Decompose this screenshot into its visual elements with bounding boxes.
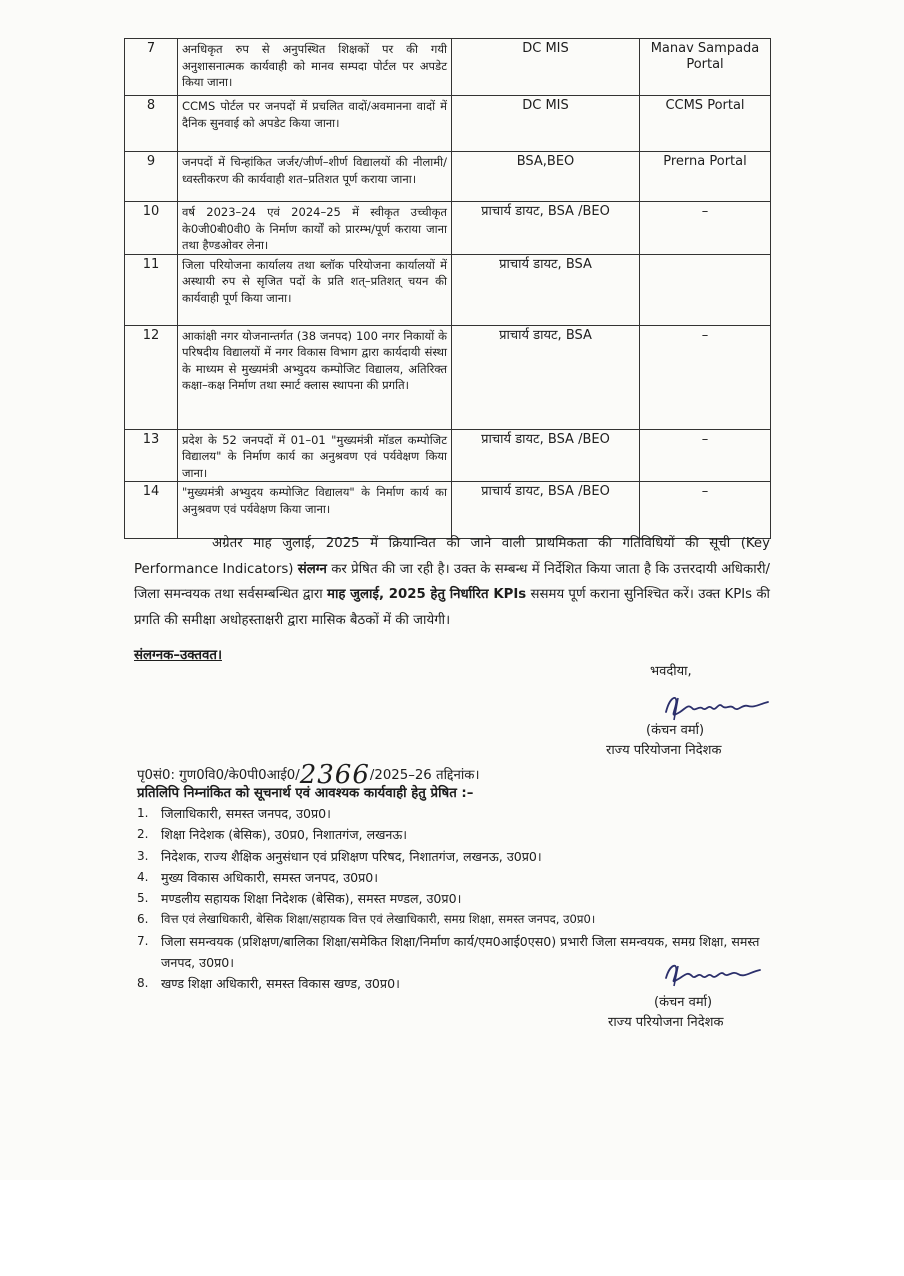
table-row xyxy=(125,202,771,255)
portal-cell: CCMS Portal xyxy=(640,96,771,152)
table-row xyxy=(125,325,771,429)
list-item xyxy=(137,824,787,845)
list-item-text: खण्ड शिक्षा अधिकारी, समस्त विकास खण्ड, उ0प्र0। xyxy=(161,976,400,992)
list-item-number: 2. xyxy=(137,827,149,842)
list-item-text: शिक्षा निदेशक (बेसिक), उ0प्र0, निशातगंज, लखनऊ। xyxy=(161,827,408,843)
list-item-text: वित्त एवं लेखाधिकारी, बेसिक शिक्षा/सहायक वित्त एवं लेखाधिकारी, समग्र शिक्षा, समस्त जनपद, उ0प्र0। xyxy=(161,912,596,927)
list-item-number: 5. xyxy=(137,891,149,906)
portal-cell: – xyxy=(640,429,771,482)
signatory-name: (कंचन वर्मा) xyxy=(646,723,705,738)
paragraph-bold-enclosed: संलग्न xyxy=(297,561,327,577)
activity-cell: अनधिकृत रुप से अनुपस्थित शिक्षकों पर की गयी अनुशासनात्मक कार्यवाही को मानव सम्पदा पोर्टल पर अपडेट किया जाना। xyxy=(178,39,452,96)
row-number: 8 xyxy=(125,96,178,152)
row-number: 10 xyxy=(125,202,178,255)
responsible-cell: प्राचार्य डायट, BSA xyxy=(452,325,640,429)
table-row xyxy=(125,482,771,539)
reference-prefix: पृ0सं0: गुण0वि0/के0पी0आई0/ xyxy=(137,768,300,783)
table-row xyxy=(125,39,771,96)
responsible-cell: प्राचार्य डायट, BSA /BEO xyxy=(452,429,640,482)
portal-cell xyxy=(640,254,771,325)
signatory-designation-2: राज्य परियोजना निदेशक xyxy=(608,1015,724,1030)
activity-cell: वर्ष 2023–24 एवं 2024–25 में स्वीकृत उच्चीकृत के0जी0बी0वी0 के निर्माण कार्यों को प्रारम्भ/पूर्ण कराया जाना तथा हैण्डओवर लेना। xyxy=(178,202,452,255)
paragraph-bold-kpis: माह जुलाई, 2025 हेतु निर्धारित KPIs xyxy=(327,587,527,602)
list-item xyxy=(137,909,787,930)
activity-cell: CCMS पोर्टल पर जनपदों में प्रचलित वादों/अवमानना वादों में दैनिक सुनवाई को अपडेट किया जाना। xyxy=(178,96,452,152)
list-item xyxy=(137,867,787,888)
portal-cell: – xyxy=(640,482,771,539)
row-number: 11 xyxy=(125,254,178,325)
reference-number: 2366 xyxy=(299,760,370,790)
portal-cell: Prerna Portal xyxy=(640,152,771,202)
list-item-text: मुख्य विकास अधिकारी, समस्त जनपद, उ0प्र0। xyxy=(161,869,379,885)
table-row xyxy=(125,254,771,325)
list-item-number: 1. xyxy=(137,806,149,820)
signatory-designation: राज्य परियोजना निदेशक xyxy=(606,743,722,758)
activity-cell: जिला परियोजना कार्यालय तथा ब्लॉक परियोजना कार्यालयों में अस्थायी रुप से सृजित पदों के प्रति शत्–प्रतिशत् चयन की कार्यवाही पूर्ण किया जाना। xyxy=(178,254,452,325)
paragraph-text-1: अग्रेतर माह जुलाई, 2025 में क्रियान्वित की जाने वाली प्राथमिकता की गतिविधियों की सूची (Key Performance Indicators) xyxy=(134,536,770,577)
activity-cell: आकांक्षी नगर योजनान्तर्गत (38 जनपद) 100 नगर निकायों के परिषदीय विद्यालयों में नगर विकास विभाग द्वारा कार्यदायी संस्था के माध्यम से मुख्यमंत्री अभ्युदय कम्पोजिट विद्यालय, अतिरिक्त कक्षा–कक्ष निर्माण तथा स्मार्ट क्लास स्थापना की प्रगति। xyxy=(178,325,452,429)
responsible-cell: DC MIS xyxy=(452,39,640,96)
list-item-number: 8. xyxy=(137,976,149,991)
paragraph-text-3: ससमय पूर्ण कराना सुनिश्चित करें। उक्त KPIs की प्रगति की समीक्षा अधोहस्ताक्षरी द्वारा मासिक बैठकों में की जायेगी। xyxy=(134,587,770,628)
list-item xyxy=(137,846,787,867)
list-item-number: 4. xyxy=(137,869,149,884)
list-item-text: जिला समन्वयक (प्रशिक्षण/बालिका शिक्षा/समेकित शिक्षा/निर्माण कार्य/एम0आई0एस0) प्रभारी जिला समन्वयक, समग्र शिक्षा, समस्त जनपद, उ0प्र0। xyxy=(161,933,760,971)
list-item-text: मण्डलीय सहायक शिक्षा निदेशक (बेसिक), समस्त मण्डल, उ0प्र0। xyxy=(161,891,462,907)
signatory-name-2: (कंचन वर्मा) xyxy=(654,995,713,1010)
list-item xyxy=(137,888,787,909)
portal-cell: – xyxy=(640,202,771,255)
body-paragraph xyxy=(134,531,770,633)
responsible-cell: प्राचार्य डायट, BSA /BEO xyxy=(452,482,640,539)
list-item-text: निदेशक, राज्य शैक्षिक अनुसंधान एवं प्रशिक्षण परिषद, निशातगंज, लखनऊ, उ0प्र0। xyxy=(161,848,542,864)
list-item-text: जिलाधिकारी, समस्त जनपद, उ0प्र0। xyxy=(161,806,331,821)
responsible-cell: DC MIS xyxy=(452,96,640,152)
portal-cell: Manav Sampada Portal xyxy=(640,39,771,96)
activity-cell: प्रदेश के 52 जनपदों में 01–01 "मुख्यमंत्री मॉडल कम्पोजिट विद्यालय" के निर्माण कार्य का अनुश्रवण एवं पर्यवेक्षण किया जाना। xyxy=(178,429,452,482)
table-row xyxy=(125,152,771,202)
responsible-cell: प्राचार्य डायट, BSA xyxy=(452,254,640,325)
list-item xyxy=(137,803,787,824)
reference-suffix: /2025–26 तद्दिनांक। xyxy=(369,768,480,783)
copy-heading: प्रतिलिपि निम्नांकित को सूचनार्थ एवं आवश्यक कार्यवाही हेतु प्रेषित :– xyxy=(137,786,474,801)
list-item-number: 7. xyxy=(137,933,149,948)
enclosure-note: संलग्नक–उक्तवत। xyxy=(134,648,222,663)
table-row xyxy=(125,429,771,482)
portal-cell: – xyxy=(640,325,771,429)
paragraph-text-2: कर प्रेषित की जा रही है। उक्त के सम्बन्ध में निर्देशित किया जाता है कि उत्तरदायी अधिकारी/जिला समन्वयक तथा सर्वसम्बन्धित द्वारा xyxy=(134,561,770,602)
activity-cell: "मुख्यमंत्री अभ्युदय कम्पोजिट विद्यालय" के निर्माण कार्य का अनुश्रवण एवं पर्यवेक्षण किया जाना। xyxy=(178,482,452,539)
closing-salutation: भवदीया, xyxy=(650,664,692,679)
activity-cell: जनपदों में चिन्हांकित जर्जर/जीर्ण–शीर्ण विद्यालयों की नीलामी/ ध्वस्तीकरण की कार्यवाही शत–प्रतिशत पूर्ण कराया जाना। xyxy=(178,152,452,202)
row-number: 12 xyxy=(125,325,178,429)
table-row xyxy=(125,96,771,152)
page-bottom-margin xyxy=(0,1180,904,1276)
signature-image xyxy=(660,690,780,724)
row-number: 7 xyxy=(125,39,178,96)
row-number: 13 xyxy=(125,429,178,482)
responsible-cell: BSA,BEO xyxy=(452,152,640,202)
responsible-cell: प्राचार्य डायट, BSA /BEO xyxy=(452,202,640,255)
row-number: 9 xyxy=(125,152,178,202)
kpi-table xyxy=(124,38,771,539)
list-item-number: 6. xyxy=(137,912,149,927)
row-number: 14 xyxy=(125,482,178,539)
signature-image-2 xyxy=(660,958,770,990)
list-item-number: 3. xyxy=(137,848,149,863)
